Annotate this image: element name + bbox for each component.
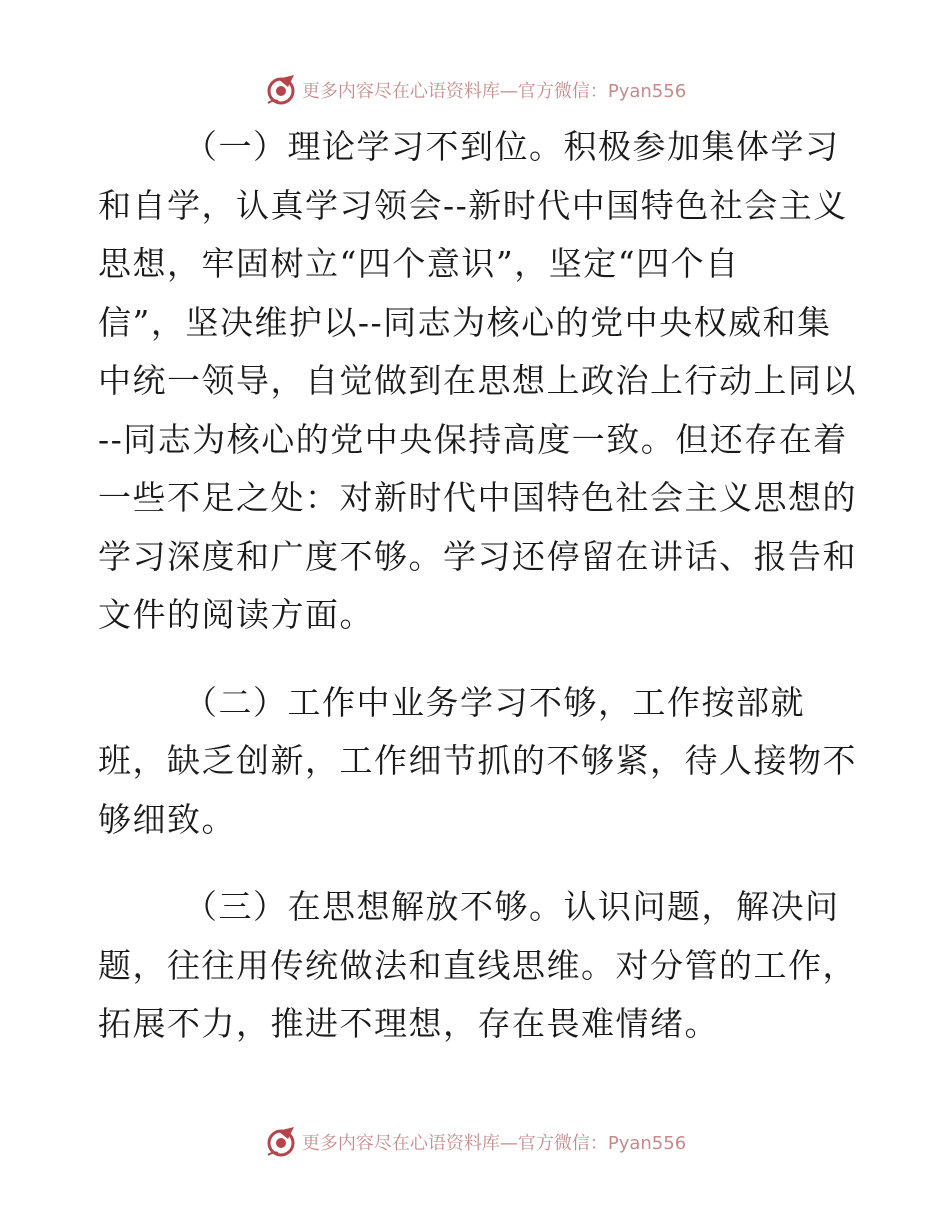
text-line: 思想，牢固树立“四个意识”，坚定“四个自 xyxy=(98,244,740,283)
header-watermark-text: 更多内容尽在心语资料库—官方微信：Pyan556 xyxy=(301,81,687,102)
text-line: 班，缺乏创新，工作细节抓的不够紧，待人接物不 xyxy=(98,741,857,780)
footer-watermark xyxy=(0,1122,950,1162)
text-line: （二）工作中业务学习不够，工作按部就 xyxy=(184,682,805,722)
pen-circle-logo-icon xyxy=(264,73,298,107)
text-line: --同志为核心的党中央保持高度一致。但还存在着 xyxy=(98,419,848,459)
text-line: （一）理论学习不到位。积极参加集体学习 xyxy=(184,127,840,166)
text-line: 拓展不力，推进不理想，存在畏难情绪。 xyxy=(98,1004,719,1043)
pen-circle-logo-icon xyxy=(264,1125,298,1159)
text-line: 学习深度和广度不够。学习还停留在讲话、报告和 xyxy=(98,536,857,576)
paragraph-3 xyxy=(98,878,857,1054)
text-line: 题，往往用传统做法和直线思维。对分管的工作， xyxy=(98,945,857,985)
paragraph-1 xyxy=(98,118,857,645)
text-line: 文件的阅读方面。 xyxy=(98,595,374,634)
paragraph-2 xyxy=(98,674,857,850)
text-line: （三）在思想解放不够。认识问题，解决问 xyxy=(184,887,840,926)
text-line: 信”，坚决维护以--同志为核心的党中央权威和集 xyxy=(98,302,832,342)
text-line: 和自学，认真学习领会--新时代中国特色社会主义 xyxy=(98,185,848,225)
footer-watermark-text: 更多内容尽在心语资料库—官方微信：Pyan556 xyxy=(301,1133,687,1154)
text-line: 一些不足之处：对新时代中国特色社会主义思想的 xyxy=(98,478,857,517)
header-watermark xyxy=(0,70,950,110)
text-line: 够细致。 xyxy=(98,799,236,839)
document-body xyxy=(98,118,857,1083)
text-line: 中统一领导，自觉做到在思想上政治上行动上同以 xyxy=(98,361,857,400)
